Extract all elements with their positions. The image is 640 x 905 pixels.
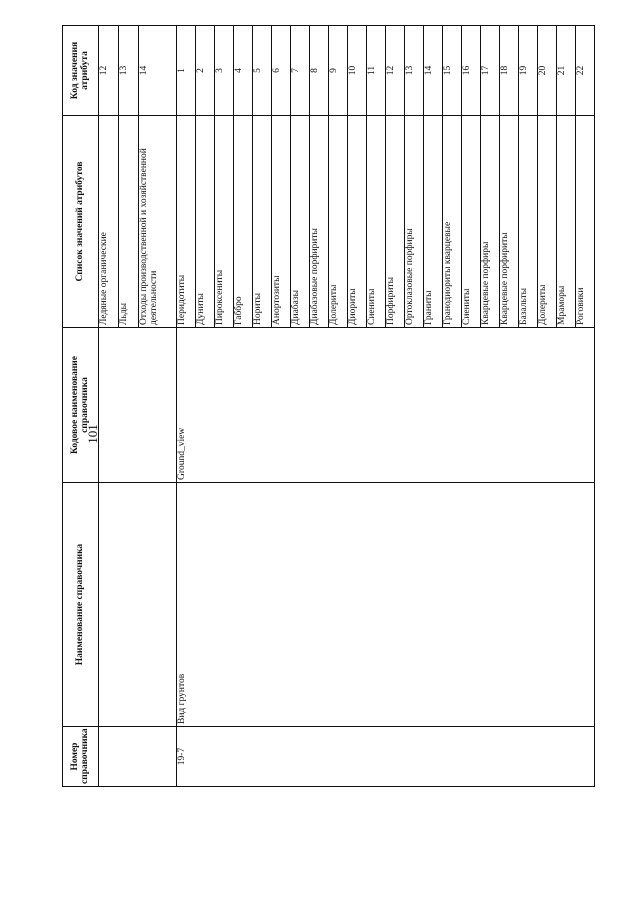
attribute-code: 16 bbox=[462, 26, 481, 116]
empty-cell bbox=[99, 328, 177, 483]
header-number: Номер справочника bbox=[63, 727, 99, 787]
attribute-value: Диабазовые порфириты bbox=[310, 116, 329, 328]
attribute-code: 10 bbox=[348, 26, 367, 116]
page-number: 101 bbox=[85, 424, 100, 444]
attribute-code: 2 bbox=[196, 26, 215, 116]
group-number: 19-7 bbox=[177, 727, 595, 787]
attribute-value: Диориты bbox=[348, 116, 367, 328]
attribute-code: 8 bbox=[310, 26, 329, 116]
attribute-code: 19 bbox=[519, 26, 538, 116]
attribute-value: Ледяные органические bbox=[99, 116, 119, 328]
attribute-value: Долериты bbox=[329, 116, 348, 328]
attribute-value: Габбро bbox=[234, 116, 253, 328]
attribute-value: Гранодиориты кварцевые bbox=[443, 116, 462, 328]
attribute-code: 22 bbox=[576, 26, 595, 116]
attribute-value: Дуниты bbox=[196, 116, 215, 328]
attribute-code: 13 bbox=[119, 26, 139, 116]
attribute-value: Кварцевые порфириты bbox=[500, 116, 519, 328]
attribute-value: Льды bbox=[119, 116, 139, 328]
attribute-value: Ортоклазовые порфиры bbox=[405, 116, 424, 328]
attribute-code: 12 bbox=[99, 26, 119, 116]
attribute-code: 18 bbox=[500, 26, 519, 116]
attribute-value: Пироксениты bbox=[215, 116, 234, 328]
table-row bbox=[99, 26, 119, 787]
empty-cell bbox=[99, 727, 177, 787]
attribute-table bbox=[62, 25, 595, 787]
attribute-code: 14 bbox=[424, 26, 443, 116]
empty-cell bbox=[99, 483, 177, 727]
attribute-code: 9 bbox=[329, 26, 348, 116]
group-code-name: Ground_view bbox=[177, 328, 595, 483]
attribute-value: Порфириты bbox=[386, 116, 405, 328]
rotated-table-area bbox=[62, 26, 640, 784]
attribute-value: Отходы производственной и хозяйственной деятельности bbox=[139, 116, 177, 328]
attribute-value: Долериты bbox=[538, 116, 557, 328]
attribute-code: 15 bbox=[443, 26, 462, 116]
attribute-code: 13 bbox=[405, 26, 424, 116]
header-code: Код значения атрибута bbox=[63, 26, 99, 116]
attribute-value: Нориты bbox=[253, 116, 272, 328]
attribute-value: Мраморы bbox=[557, 116, 576, 328]
table-content bbox=[62, 26, 595, 787]
attribute-code: 21 bbox=[557, 26, 576, 116]
attribute-code: 14 bbox=[139, 26, 177, 116]
attribute-value: Кварцевые порфиры bbox=[481, 116, 500, 328]
group-name: Вид грунтов bbox=[177, 483, 595, 727]
attribute-code: 7 bbox=[291, 26, 310, 116]
attribute-code: 12 bbox=[386, 26, 405, 116]
attribute-code: 4 bbox=[234, 26, 253, 116]
attribute-code: 11 bbox=[367, 26, 386, 116]
attribute-value: Диабазы bbox=[291, 116, 310, 328]
header-values: Список значений атрибутов bbox=[63, 116, 99, 328]
attribute-value: Перидотиты bbox=[177, 116, 196, 328]
attribute-code: 20 bbox=[538, 26, 557, 116]
table-row bbox=[177, 26, 196, 787]
header-code-name: Кодовое наименование справочника bbox=[63, 328, 99, 483]
attribute-value: Сиениты bbox=[462, 116, 481, 328]
attribute-code: 5 bbox=[253, 26, 272, 116]
attribute-value: Граниты bbox=[424, 116, 443, 328]
attribute-code: 6 bbox=[272, 26, 291, 116]
attribute-code: 17 bbox=[481, 26, 500, 116]
header-name: Наименование справочника bbox=[63, 483, 99, 727]
attribute-value: Сиениты bbox=[367, 116, 386, 328]
attribute-value: Роговики bbox=[576, 116, 595, 328]
attribute-value: Базальты bbox=[519, 116, 538, 328]
attribute-code: 3 bbox=[215, 26, 234, 116]
attribute-value: Анортозиты bbox=[272, 116, 291, 328]
attribute-code: 1 bbox=[177, 26, 196, 116]
